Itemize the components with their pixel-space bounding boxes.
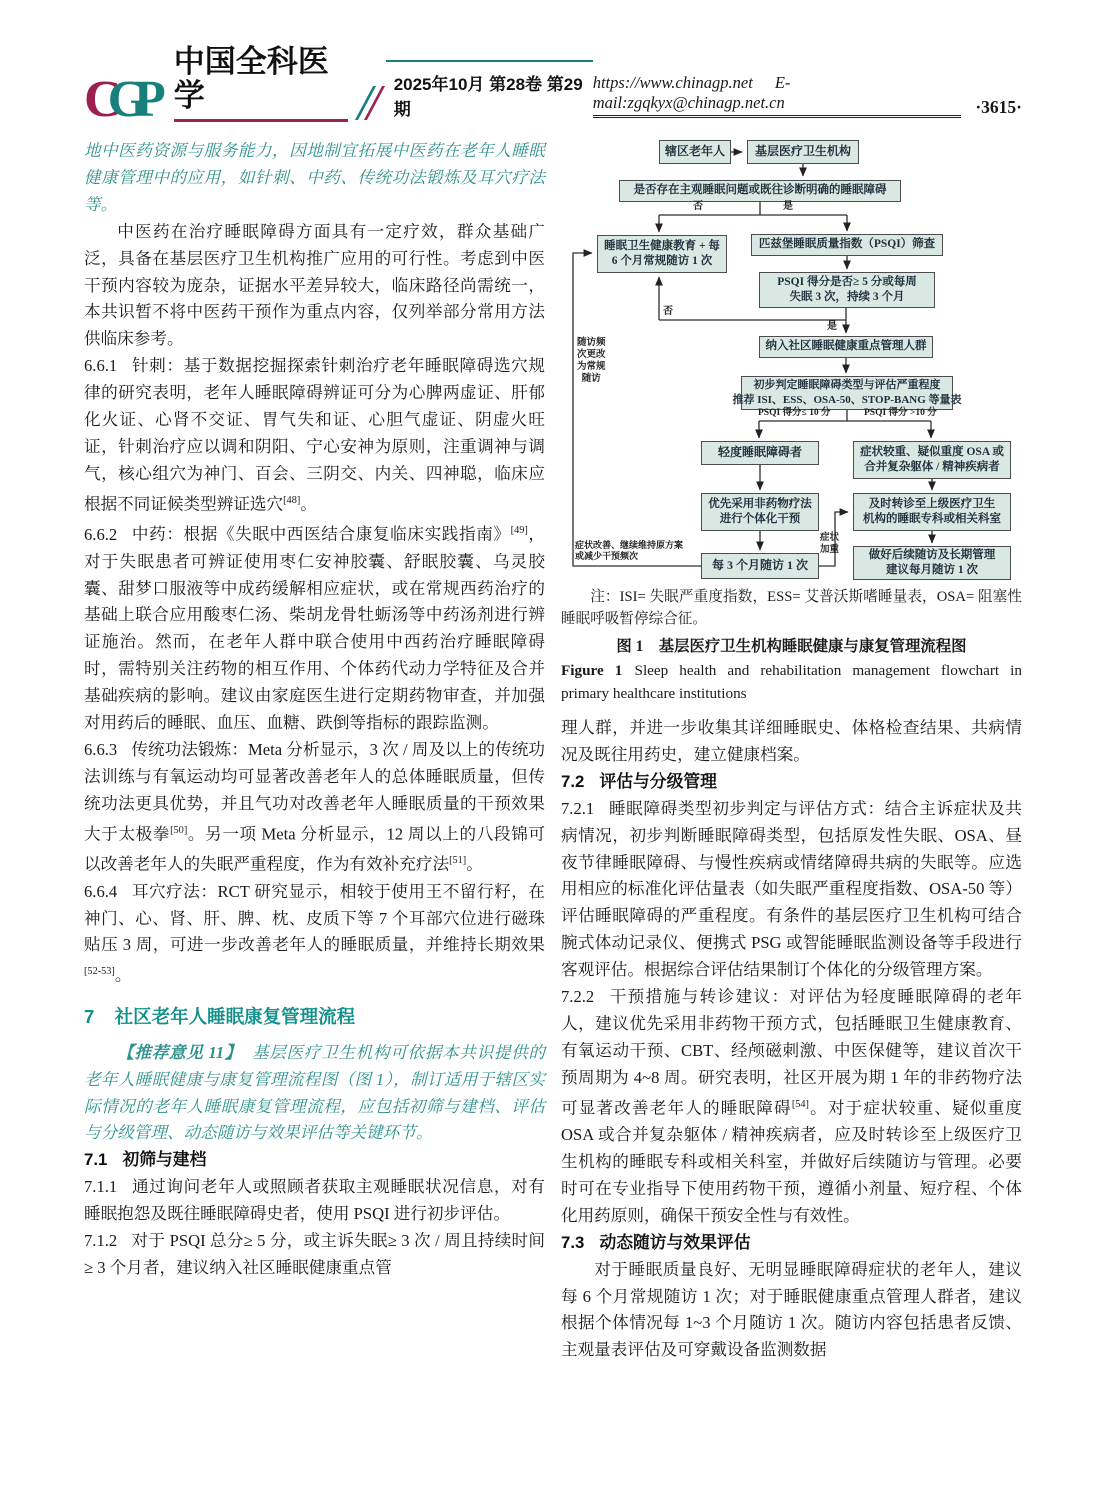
node-label: 失眠 3 次，持续 3 个月 (789, 291, 905, 303)
logo-letter-p: P (134, 71, 152, 128)
journal-email: E-mail:zgqkyx@chinagp.net.cn (592, 73, 791, 112)
node-label: 进行个体化干预 (719, 513, 801, 525)
section-7-1-2 (84, 1228, 545, 1282)
edge-label-psqi-le-10: PSQI 得分≤ 10 分 (758, 408, 831, 418)
reference-48: [48] (283, 494, 301, 506)
figure-1-flowchart (561, 140, 1022, 581)
section-7-heading (84, 1003, 545, 1029)
section-6-6-1-acupuncture (84, 353, 545, 518)
logo-letter-c: C (84, 71, 108, 128)
flow-node-psqi-score-question (759, 272, 935, 308)
section-7-2-1 (561, 796, 1022, 984)
flow-node-subjective-sleep-question (619, 180, 901, 202)
flow-node-nondrug-intervention (701, 493, 819, 531)
flow-node-followup-3-months (701, 553, 819, 579)
page-number: ·3615· (975, 97, 1022, 117)
node-label: 建议每月随访 1 次 (886, 564, 978, 576)
section-number: 6.6.4 (84, 881, 118, 901)
edge-label-symptom-worsened: 症状 加重 (820, 533, 840, 555)
reference-49: [49] (510, 525, 528, 537)
reference-50: [50] (170, 824, 188, 836)
journal-masthead (84, 44, 593, 128)
heading-number: 7 (84, 1005, 95, 1027)
section-number: 6.6.1 (84, 356, 118, 376)
node-label: 优先采用非药物疗法 (708, 497, 812, 510)
node-label: 推荐 ISI、ESS、OSA-50、STOP-BANG 等量表 (732, 394, 962, 406)
two-column-body (0, 122, 1100, 1364)
node-label: 轻度睡眠障碍者 (717, 445, 802, 460)
heading-number: 7.1 (84, 1150, 108, 1170)
final-paragraph: 对于睡眠质量良好、无明显睡眠障碍症状的老年人，建议每 6 个月常规随访 1 次；对于睡眠健康重点管理人群者，建议根据个体情况每 1~3 个月随访 1 次。随访内容包括患者反馈、主观量表评估及可穿戴设备监测数据 (561, 1259, 1022, 1360)
section-text: 通过询问老年人或照顾者获取主观睡眠状况信息，对有睡眠抱怨及既往睡眠障碍史者，使用 PSQI 进行初步评估。 (84, 1177, 545, 1224)
node-label: 机构的睡眠专科或相关科室 (863, 513, 1001, 525)
edge-label-regular-followup: 随访频 次更改 为常规 随访 (577, 338, 606, 384)
node-label: 是否存在主观睡眠问题或既往诊断明确的睡眠障碍 (633, 184, 887, 197)
section-6-6-4-auricular-therapy (84, 879, 545, 990)
flow-node-severe-or-complex (853, 441, 1011, 479)
issue-info: 2025年10月 第28卷 第29期 (386, 60, 593, 122)
flow-node-assess-type-severity (732, 376, 962, 410)
edge-label-psqi-gt-10: PSQI 得分 >10 分 (864, 408, 937, 418)
edge-label-yes: 是 (827, 321, 837, 332)
section-text: 。另一项 Meta 分析显示，12 周以上的八段锦可以改善老年人的失眠严重程度，作为有效补充疗法 (84, 824, 546, 874)
flow-node-sleep-education (597, 235, 727, 273)
section-number: 7.2.1 (561, 798, 595, 818)
journal-name: 中国全科医学 (174, 45, 348, 122)
section-text: ，对于失眠患者可辨证使用枣仁安神胶囊、舒眠胶囊、乌灵胶囊、甜梦口服液等中成药缓解相应症状，或在常规西药治疗的基础上联合应用酸枣仁汤、柴胡龙骨牡蛎汤等中药汤剂进行辨证施治。然而，在老年人群中联合使用中西药治疗睡眠障碍时，需特别关注药物的相互作用、个体药代动力学特征及合并基础疾病的影响。建议由家庭医生进行定期药物审查，并加强对用药后的睡眠、血压、血糖、跌倒等指标的跟踪监测。 (84, 524, 546, 733)
node-label: 每 3 个月随访 1 次 (711, 558, 808, 573)
recommendation-text: 基层医疗卫生机构可依据本共识提供的老年人睡眠健康与康复管理流程图（图 1），制订适用于辖区实际情况的老年人睡眠康复管理流程，应包括初筛与建档、评估与分级管理、动态随访与效果评估等关键环节。 (84, 1042, 546, 1143)
section-7-3-heading (561, 1230, 1022, 1257)
tcm-feasibility-paragraph: 中医药在治疗睡眠障碍方面具有一定疗效，群众基础广泛，具备在基层医疗卫生机构推广应用的可行性。考虑到中医干预内容较为庞杂，证据水平差异较大，临床路径尚需统一，本共识暂不将中医药干预作为重点内容，仅列举部分常用方法供临床参考。 (84, 221, 545, 349)
section-number: 6.6.2 (84, 524, 118, 544)
heading-number: 7.2 (561, 771, 585, 791)
heading-title: 社区老年人睡眠康复管理流程 (114, 1005, 356, 1027)
flow-node-primary-care-institution (747, 140, 859, 164)
section-text: 中药：根据《失眠中西医结合康复临床实践指南》 (131, 524, 511, 544)
node-label: 及时转诊至上级医疗卫生 (868, 497, 996, 510)
journal-website: https://www.chinagp.net (592, 73, 753, 92)
node-label: 症状较重、疑似重度 OSA 或 (860, 445, 1004, 458)
right-column (561, 138, 1022, 1364)
edge-label-no: 否 (663, 306, 673, 317)
section-7-1-1 (84, 1174, 545, 1228)
section-text: 耳穴疗法：RCT 研究显示，相较于使用王不留行籽，在神门、心、肾、肝、脾、枕、皮质下等 7 个耳部穴位进行磁珠贴压 3 周，可进一步改善老年人的睡眠质量，并维持长期效果 (84, 881, 545, 955)
journal-logo (84, 71, 168, 128)
continued-paragraph: 地中医药资源与服务能力，因地制宜拓展中医药在老年人睡眠健康管理中的应用，如针刺、中药、传统功法锻炼及耳穴疗法等。 (84, 141, 545, 214)
section-6-6-2-herbal-medicine (84, 518, 545, 737)
section-7-2-2 (561, 984, 1022, 1230)
node-label: 辖区老年人 (664, 144, 725, 159)
figure-note: 注：ISI= 失眠严重度指数，ESS= 艾普沃斯嗜睡量表，OSA= 阻塞性睡眠呼吸暂停综合征。 (561, 589, 1022, 627)
node-label: 初步判定睡眠障碍类型与评估严重程度 (753, 379, 941, 392)
continued-paragraph-right: 理人群，并进一步收集其详细睡眠史、体格检查结果、共病情况及既往用药史，建立健康档案。 (561, 718, 1022, 764)
section-6-6-3-traditional-exercise (84, 737, 545, 879)
section-text: 。 (114, 965, 132, 985)
figure-caption-zh: 图 1 基层医疗卫生机构睡眠健康与康复管理流程图 (616, 638, 967, 655)
left-column (84, 138, 545, 1364)
logo-letter-g: G (107, 71, 135, 128)
section-7-1-heading (84, 1147, 545, 1174)
section-number: 7.1.1 (84, 1177, 118, 1197)
section-text: 睡眠障碍类型初步判定与评估方式：结合主诉症状及共病情况，初步判断睡眠障碍类型，包括原发性失眠、OSA、昼夜节律睡眠障碍、与慢性疾病或情绪障碍共病的失眠等。应选用相应的标准化评估量表（如失眠严重程度指数、OSA-50 等）评估睡眠障碍的严重程度。有条件的基层医疗卫生机构可结合腕式体动记录仪、便携式 PSG 或智能睡眠监测设备等手段进行客观评估。根据综合评估结果制订个体化的分级管理方案。 (561, 798, 1022, 980)
reference-52-53: [52-53] (84, 966, 115, 978)
node-label: 纳入社区睡眠健康重点管理人群 (765, 340, 927, 353)
slash-divider-maroon (364, 86, 385, 120)
header-right (593, 73, 1022, 122)
flow-node-key-management-group (759, 336, 933, 358)
node-label: 合并复杂躯体 / 精神疾病者 (864, 461, 1000, 473)
section-text: 针刺：基于数据挖掘探索针刺治疗老年睡眠障碍选穴规律的研究表明，老年人睡眠障碍辨证可分为心脾两虚证、肝郁化火证、心肾不交证、胃气失和证、心胆气虚证、阴虚火旺证，针刺治疗应以调和阴阳、宁心安神为原则，注重调神与调气，核心组穴为神门、百会、三阴交、内关、四神聪，临床应根据不同证候类型辨证选穴 (84, 356, 545, 514)
edge-label-symptom-improved: 症状改善、继续维持原方案 或减少干预频次 (575, 540, 684, 562)
flow-node-psqi-screening (751, 234, 943, 256)
flow-node-mild-sleep-disorder (701, 441, 819, 465)
node-label: 睡眠卫生健康教育 + 每 (604, 239, 720, 252)
recommendation-label: 【推荐意见 11】 (117, 1042, 243, 1062)
recommendation-11 (84, 1040, 545, 1148)
section-7-2-heading (561, 769, 1022, 796)
page-header (0, 0, 1100, 128)
flow-node-longterm-management (853, 546, 1011, 580)
section-text: 干预措施与转诊建议：对评估为轻度睡眠障碍的老年人，建议优先采用非药物干预方式，包括睡眠卫生健康教育、有氧运动干预、CBT、经颅磁刺激、中医保健等，建议首次干预周期为 4~8 周。研究表明，社区开展为期 1 年的非药物疗法可显著改善老年人的睡眠障碍 (561, 987, 1022, 1118)
heading-title: 动态随访与效果评估 (599, 1232, 751, 1252)
heading-number: 7.3 (561, 1232, 585, 1252)
node-label: 6 个月常规随访 1 次 (611, 255, 713, 267)
reference-51: [51] (449, 855, 467, 867)
edge-label-yes: 是 (783, 201, 793, 212)
node-label: PSQI 得分是否≥ 5 分或每周 (777, 275, 917, 288)
figure-caption-en-text: Sleep health and rehabilitation management flowchart in primary healthcare institutions (561, 662, 1022, 702)
section-text: 。对于症状较重、疑似重度 OSA 或合并复杂躯体 / 精神疾病者，应及时转诊至上级医疗卫生机构的睡眠专科或相关科室，并做好后续随访与管理。必要时可在专业指导下使用药物干预，遵循小剂量、短疗程、个体化用药原则，确保干预安全性与有效性。 (561, 1098, 1023, 1225)
node-label: 基层医疗卫生机构 (754, 144, 851, 159)
node-label: 匹兹堡睡眠质量指数（PSQI）筛查 (758, 238, 936, 251)
reference-54: [54] (791, 1098, 809, 1110)
flow-node-district-elderly (659, 140, 731, 164)
edge-label-no: 否 (693, 201, 703, 212)
section-text: 传统功法锻炼：Meta 分析显示，3 次 / 周及以上的传统功法训练与有氧运动均可显著改善老年人的总体睡眠质量，但传统功法更具优势，并且气功对改善老年人睡眠质量的干预效果大于太极拳 (84, 740, 545, 844)
heading-title: 评估与分级管理 (599, 771, 717, 791)
heading-title: 初筛与建档 (122, 1150, 207, 1170)
section-text: 对于 PSQI 总分≥ 5 分，或主诉失眠≥ 3 次 / 周且持续时间≥ 3 个月者，建议纳入社区睡眠健康重点管 (84, 1231, 545, 1277)
flow-node-referral (853, 493, 1011, 531)
section-number: 7.1.2 (84, 1231, 118, 1251)
journal-contacts (593, 73, 962, 118)
section-number: 6.6.3 (84, 740, 118, 759)
section-text: 。 (466, 854, 483, 874)
figure-caption-en (561, 660, 1022, 705)
node-label: 做好后续随访及长期管理 (868, 548, 996, 561)
section-number: 7.2.2 (561, 987, 595, 1007)
figure-caption-en-label: Figure 1 (561, 662, 623, 679)
section-text: 。 (300, 494, 317, 514)
